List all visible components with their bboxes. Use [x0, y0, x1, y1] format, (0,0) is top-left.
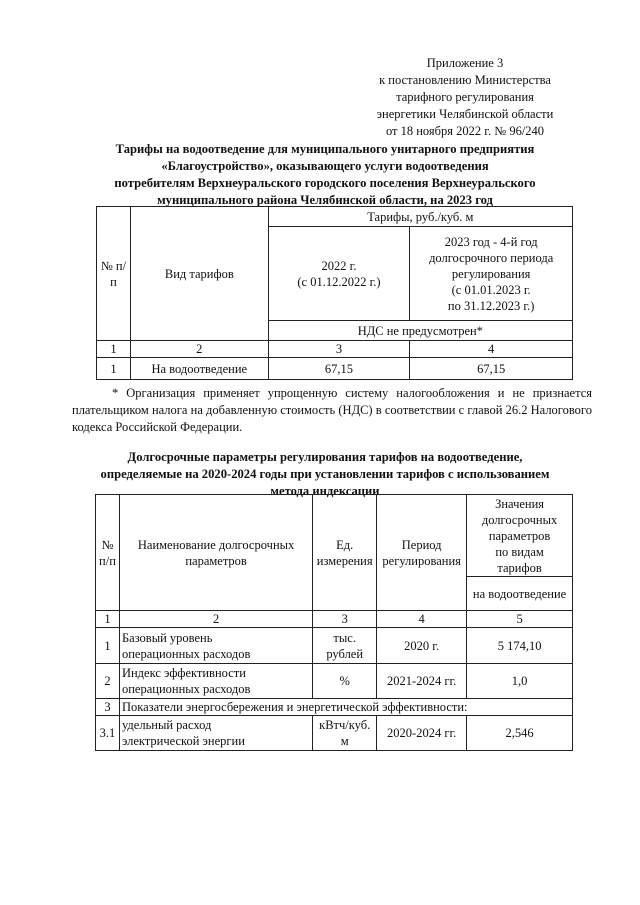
row-name-line: Базовый уровень — [121, 630, 213, 645]
header-values — [467, 495, 573, 577]
row-value-2022: 67,15 — [268, 358, 410, 380]
table-row — [96, 716, 573, 751]
row-unit-line: м — [340, 734, 349, 748]
appendix-number: Приложение 3 — [426, 56, 504, 70]
title-line: муниципального района Челябинской области, на 2023 год — [157, 193, 493, 207]
col-num: 4 — [377, 611, 467, 628]
params-table-title — [60, 449, 590, 500]
table-row — [96, 664, 573, 699]
table-row — [97, 358, 573, 380]
header-unit: Ед. измерения — [313, 495, 377, 611]
header-2022 — [268, 227, 410, 321]
title-line: Долгосрочные параметры регулирования тарифов на водоотведение, — [127, 450, 523, 464]
row-value: 5 174,10 — [467, 628, 573, 664]
header-tariff-type: Вид тарифов — [130, 207, 268, 341]
row-name — [119, 664, 312, 699]
row-unit-line: тыс. — [333, 630, 356, 645]
title-line: Тарифы на водоотведение для муниципального унитарного предприятия — [115, 142, 535, 156]
row-num: 3.1 — [96, 716, 120, 751]
header-sub: на водоотведение — [467, 577, 573, 611]
row-unit — [313, 716, 377, 751]
row-num: 1 — [96, 628, 120, 664]
header-2023 — [410, 227, 573, 321]
row-value-2023: 67,15 — [410, 358, 573, 380]
header-line: Значения — [495, 496, 545, 511]
header-line: 2022 г. — [321, 258, 357, 273]
header-line: по 31.12.2023 г.) — [447, 298, 535, 313]
appendix-header — [360, 55, 570, 140]
row-name-line: удельный расход — [121, 718, 212, 732]
row-period: 2020-2024 гг. — [377, 716, 467, 751]
row-period: 2021-2024 гг. — [377, 664, 467, 699]
row-unit — [313, 628, 377, 664]
header-period: Период регулирования — [377, 495, 467, 611]
table-row — [96, 628, 573, 664]
appendix-date: от 18 ноября 2022 г. № 96/240 — [385, 124, 545, 138]
row-name-line: операционных расходов — [121, 646, 251, 661]
row-name-line: электрической энергии — [121, 734, 245, 748]
header-line: (с 01.01.2023 г. — [451, 282, 531, 297]
header-line: долгосрочных — [481, 512, 558, 527]
col-num: 4 — [410, 341, 573, 358]
title-line: потребителям Верхнеуральского городского поселения Верхнеуральского — [114, 176, 536, 190]
col-num: 1 — [96, 611, 120, 628]
tariff-table — [96, 206, 573, 380]
row-period: 2020 г. — [377, 628, 467, 664]
section-title: Показатели энергосбережения и энергетической эффективности: — [119, 699, 572, 716]
col-num: 2 — [119, 611, 312, 628]
header-line: (с 01.12.2022 г.) — [297, 274, 381, 289]
title-line: метода индексации — [270, 484, 380, 498]
header-line: параметров — [488, 528, 551, 543]
row-unit-line: кВтч/куб. — [319, 718, 371, 732]
title-line: «Благоустройство», оказывающего услуги водоотведения — [161, 159, 489, 173]
col-num: 3 — [313, 611, 377, 628]
section-row — [96, 699, 573, 716]
row-name — [119, 628, 312, 664]
header-line: тарифов — [497, 560, 542, 575]
tariff-table-title — [60, 141, 590, 209]
header-line: 2023 год - 4-й год — [444, 234, 538, 249]
row-name-line: Индекс эффективности — [121, 666, 246, 680]
footnote: * Организация применяет упрощенную систему налогообложения и не признается плательщиком налога на добавленную стоимость (НДС) в соответствии с главой 26.2 Налогового кодекса Российской Федерации. — [72, 386, 592, 434]
header-tariffs: Тарифы, руб./куб. м — [268, 207, 572, 227]
row-unit: % — [313, 664, 377, 699]
row-value: 2,546 — [467, 716, 573, 751]
header-line: регулирования — [451, 266, 531, 281]
header-line: долгосрочного периода — [429, 250, 554, 265]
row-num: 1 — [97, 358, 131, 380]
row-name-line: операционных расходов — [121, 682, 251, 696]
col-num: 1 — [97, 341, 131, 358]
col-num: 2 — [130, 341, 268, 358]
title-line: определяемые на 2020-2024 годы при установлении тарифов с использованием — [100, 467, 550, 481]
appendix-ref: к постановлению Министерства — [379, 73, 551, 87]
row-value: 1,0 — [467, 664, 573, 699]
appendix-ref: энергетики Челябинской области — [376, 107, 554, 121]
row-name: На водоотведение — [130, 358, 268, 380]
col-num: 3 — [268, 341, 410, 358]
row-name — [119, 716, 312, 751]
header-param-name: Наименование долгосрочных параметров — [119, 495, 312, 611]
header-num: № п/п — [97, 207, 131, 341]
params-table — [95, 494, 573, 751]
appendix-ref: тарифного регулирования — [396, 90, 534, 104]
header-vat: НДС не предусмотрен* — [268, 321, 572, 341]
header-line: по видам — [495, 544, 544, 559]
header-num: № п/п — [96, 495, 120, 611]
col-num: 5 — [467, 611, 573, 628]
section-num: 3 — [96, 699, 120, 716]
row-unit-line: рублей — [326, 646, 364, 661]
row-num: 2 — [96, 664, 120, 699]
